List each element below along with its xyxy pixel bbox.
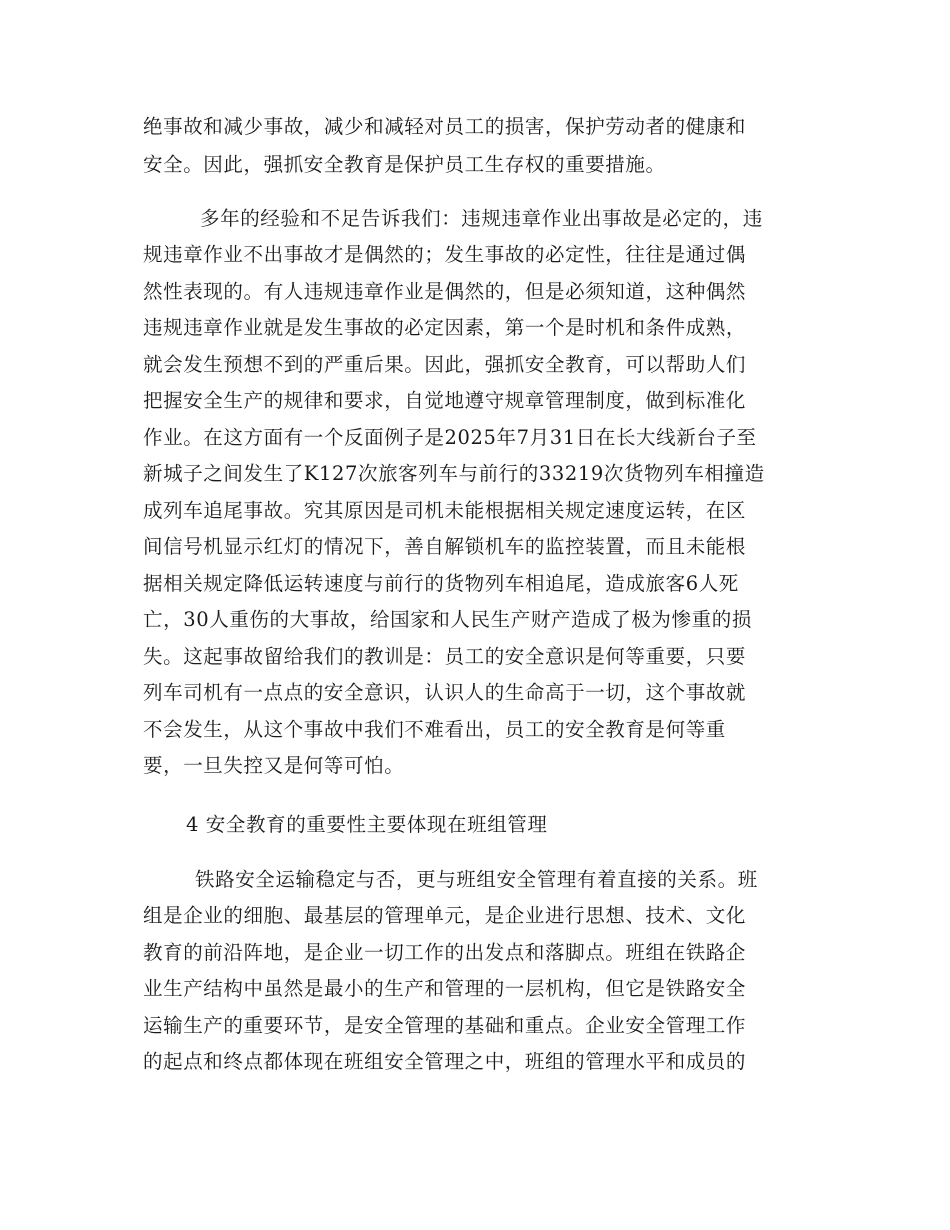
paragraph-line: 绝事故和减少事故，减少和减轻对员工的损害，保护劳动者的健康和 <box>143 115 747 138</box>
paragraph-line: 运输生产的重要环节，是安全管理的基础和重点。企业安全管理工作 <box>143 1014 747 1037</box>
paragraph-line: 把握安全生产的规律和要求，自觉地遵守规章管理制度，做到标准化 <box>143 389 747 412</box>
paragraph-line: 就会发生预想不到的严重后果。因此，强抓安全教育，可以帮助人们 <box>143 353 747 376</box>
paragraph-line: 新城子之间发生了K127次旅客列车与前行的33219次货物列车相撞造 <box>143 462 765 485</box>
paragraph-line: 铁路安全运输稳定与否，更与班组安全管理有着直接的关系。班 <box>195 868 758 891</box>
paragraph-line: 组是企业的细胞、最基层的管理单元，是企业进行思想、技术、文化 <box>143 904 747 927</box>
paragraph-line: 安全。因此，强抓安全教育是保护员工生存权的重要措施。 <box>143 153 666 176</box>
paragraph-line: 规违章作业不出事故才是偶然的；发生事故的必定性，往往是通过偶 <box>143 243 747 266</box>
paragraph-line: 据相关规定降低运转速度与前行的货物列车相追尾，造成旅客6人死 <box>143 572 739 595</box>
paragraph-line: 列车司机有一点点的安全意识，认识人的生命高于一切，这个事故就 <box>143 681 747 704</box>
paragraph-line: 多年的经验和不足告诉我们：违规违章作业出事故是必定的，违 <box>200 207 763 230</box>
paragraph-line: 失。这起事故留给我们的教训是：员工的安全意识是何等重要，只要 <box>143 645 747 668</box>
paragraph-line: 成列车追尾事故。究其原因是司机未能根据相关规定速度运转，在区 <box>143 499 747 522</box>
paragraph-line: 间信号机显示红灯的情况下，善自解锁机车的监控装置，而且未能根 <box>143 535 747 558</box>
paragraph-line: 亡，30人重伤的大事故，给国家和人民生产财产造成了极为惨重的损 <box>143 608 752 631</box>
paragraph-line: 然性表现的。有人违规违章作业是偶然的，但是必须知道，这种偶然 <box>143 280 747 303</box>
section-heading: 4 安全教育的重要性主要体现在班组管理 <box>186 813 548 836</box>
paragraph-line: 教育的前沿阵地，是企业一切工作的出发点和落脚点。班组在铁路企 <box>143 941 747 964</box>
paragraph-line: 业生产结构中虽然是最小的生产和管理的一层机构，但它是铁路安全 <box>143 977 747 1000</box>
paragraph-line: 作业。在这方面有一个反面例子是2025年7月31日在长大线新台子至 <box>143 426 757 449</box>
paragraph-line: 违规违章作业就是发生事故的必定因素，第一个是时机和条件成熟， <box>143 316 747 339</box>
paragraph-line: 不会发生，从这个事故中我们不难看出，员工的安全教育是何等重 <box>143 718 726 741</box>
paragraph-line: 的起点和终点都体现在班组安全管理之中，班组的管理水平和成员的 <box>143 1050 747 1073</box>
paragraph-line: 要，一旦失控又是何等可怕。 <box>143 754 405 777</box>
